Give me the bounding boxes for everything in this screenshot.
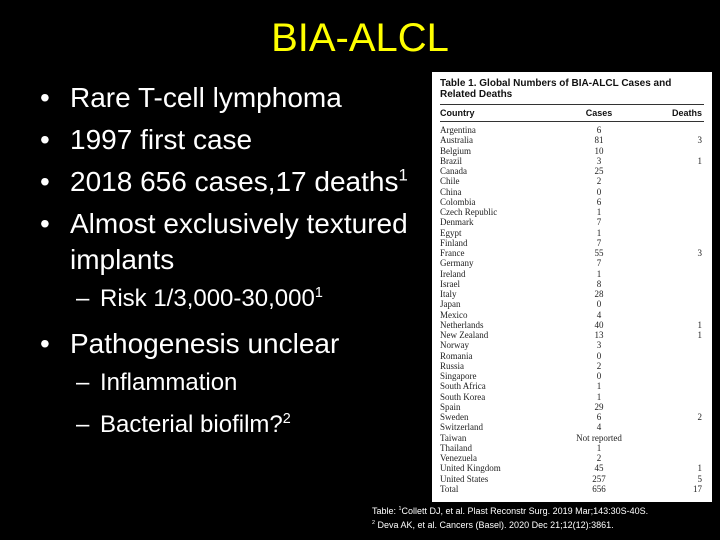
cell-cases: 29 [594,401,604,412]
cell-cases: 1 [596,268,602,279]
source-caption [372,504,718,532]
cell-country: Argentina [440,125,476,135]
table-row [440,484,704,494]
footnote-ref: 2 [282,411,291,427]
header-country: Country [440,108,475,118]
cell-country: Taiwan [440,432,467,443]
cell-deaths [640,381,704,391]
table-row [440,443,704,453]
table-header-row [440,105,704,122]
table-row [440,125,704,135]
cell-country: Chile [440,176,460,187]
cell-deaths [640,125,704,135]
table-row [440,330,704,340]
cell-deaths [640,361,704,371]
bullet-first-case [40,122,410,158]
cell-deaths [640,258,704,268]
table-row [440,258,704,268]
bullet-text: Almost exclusively textured implants [70,208,408,275]
table-row [440,474,704,484]
cell-cases: 13 [594,330,604,340]
cell-deaths: 1 [697,319,702,330]
slide-title: BIA-ALCL [271,16,449,60]
cell-country: Singapore [440,371,477,381]
table-row [440,156,704,166]
table-row [440,146,704,156]
cell-country: Switzerland [440,422,483,433]
cell-cases: 45 [594,463,604,474]
cell-deaths [640,289,704,299]
cell-country: China [440,186,462,197]
table-row [440,381,704,391]
cell-cases: Not reported [576,432,622,443]
table-row [440,248,704,258]
cell-deaths [640,402,704,412]
cell-cases: 6 [596,412,602,422]
footnote-ref: 1 [398,506,402,512]
footnote-ref: 1 [398,165,408,185]
cell-deaths: 17 [693,483,702,494]
cell-cases: 0 [596,350,602,361]
bullet-glyph: • [40,208,50,239]
cell-country: Brazil [440,155,462,166]
cell-deaths [640,217,704,227]
cell-deaths [640,238,704,248]
cell-cases: 7 [596,237,602,248]
sub-bullet-inflammation [40,368,410,398]
bullet-rare-lymphoma [40,80,410,116]
cell-deaths: 3 [697,248,702,258]
table-row [440,135,704,145]
table-row [440,453,704,463]
sub-bullet-text: Risk 1/3,000-30,000 [100,285,315,312]
cell-deaths [640,443,704,453]
dash-glyph: – [76,285,90,312]
cell-cases: 7 [596,258,602,269]
cell-country: United Kingdom [440,463,501,474]
cell-cases: 0 [596,186,602,197]
dash-glyph: – [76,369,90,396]
cell-cases: 2 [596,453,602,463]
cell-cases: 10 [594,145,604,156]
footnote-ref: 1 [314,285,323,301]
table-row [440,412,704,422]
cell-country: Romania [440,350,473,361]
bullet-glyph: • [40,82,50,113]
bullet-list [40,80,410,452]
table-row [440,207,704,217]
table-row [440,176,704,186]
cell-cases: 4 [596,422,602,433]
cell-cases: 7 [596,217,602,228]
caption-line-1 [372,504,718,518]
cell-deaths: 3 [697,135,702,146]
cell-country: Ireland [440,268,466,279]
table-row [440,340,704,350]
cell-country: South Korea [440,391,486,402]
cell-cases: 3 [596,155,602,166]
cell-deaths: 1 [697,155,702,166]
bullet-glyph: • [40,328,50,359]
cell-cases: 8 [596,278,602,289]
dash-glyph: – [76,411,90,438]
table-row [440,299,704,309]
cell-country: Italy [440,289,457,299]
cell-country: Colombia [440,196,476,207]
cell-country: Russia [440,360,465,371]
cell-deaths: 5 [697,473,702,484]
table-row [440,310,704,320]
cell-country: Denmark [440,217,474,228]
cell-country: Czech Republic [440,207,498,217]
cell-cases: 6 [596,196,602,207]
cell-country: Sweden [440,412,469,422]
table-row [440,392,704,402]
cell-cases: 2 [596,360,602,371]
table-row [440,320,704,330]
cell-deaths: 2 [697,412,702,422]
table-row [440,351,704,361]
cell-country: Spain [440,401,461,412]
cell-country: Germany [440,258,474,269]
cell-country: Canada [440,166,467,176]
table-row [440,228,704,238]
sub-bullet-text: Inflammation [100,369,238,396]
table-row [440,463,704,473]
table-row [440,269,704,279]
cell-cases: 81 [594,135,604,146]
cell-deaths [640,433,704,443]
bullet-text: Rare T-cell lymphoma [70,82,342,113]
cell-deaths [640,340,704,350]
cell-country: New Zealand [440,330,489,340]
cell-deaths [640,187,704,197]
cell-cases: 1 [596,381,602,392]
cell-deaths [640,392,704,402]
cell-country: South Africa [440,381,486,392]
table-row [440,422,704,432]
cell-country: Mexico [440,309,468,320]
cell-cases: 1 [596,391,602,402]
bullet-text: Pathogenesis unclear [70,328,340,359]
bullet-text: 2018 656 cases,17 deaths [70,166,399,197]
cell-country: Egypt [440,227,462,238]
cell-cases: 4 [596,309,602,320]
cell-country: Israel [440,278,460,289]
cell-country: Japan [440,299,461,310]
cell-country: United States [440,473,489,484]
cell-cases: 0 [596,371,602,381]
cell-country: Finland [440,237,468,248]
cell-deaths [640,207,704,217]
bullet-textured-implants [40,206,410,278]
cell-deaths [640,176,704,186]
cell-cases: 257 [592,473,606,484]
cell-cases: 25 [594,166,604,176]
sub-bullet-biofilm [40,410,410,440]
cell-cases: 1 [596,227,602,238]
header-deaths: Deaths [671,108,702,118]
table-row [440,289,704,299]
cell-country: Netherlands [440,319,484,330]
bullet-glyph: • [40,124,50,155]
cell-deaths [640,197,704,207]
cell-deaths: 1 [697,463,702,474]
cell-deaths [640,453,704,463]
cell-cases: 2 [596,176,602,187]
cell-country: Total [440,483,459,494]
bullet-glyph: • [40,166,50,197]
caption-citation: Collett DJ, et al. Plast Reconstr Surg. 2019 Mar;143:30S-40S. [401,506,649,516]
cell-country: Belgium [440,145,471,156]
table-row [440,238,704,248]
cell-deaths [640,351,704,361]
table-row [440,371,704,381]
cell-cases: 1 [596,442,602,453]
sub-bullet-risk [40,284,410,314]
bullet-case-count [40,164,410,200]
table-row [440,217,704,227]
cell-cases: 3 [596,340,602,351]
table-row [440,433,704,443]
cell-cases: 0 [596,299,602,310]
table-row [440,197,704,207]
cell-cases: 6 [596,125,602,135]
cell-deaths [640,269,704,279]
cell-cases: 55 [594,248,604,258]
bullet-pathogenesis [40,326,410,362]
cell-cases: 28 [594,289,604,299]
sub-bullet-text: Bacterial biofilm? [100,411,283,438]
cell-deaths [640,146,704,156]
cell-deaths [640,371,704,381]
cases-table [432,72,712,502]
table-body [440,125,704,494]
header-cases: Cases [585,108,613,118]
cell-cases: 40 [594,319,604,330]
bullet-text: 1997 first case [70,124,253,155]
cell-deaths [640,228,704,238]
cell-country: Norway [440,340,469,351]
cell-deaths [640,279,704,289]
cell-deaths [640,310,704,320]
cell-deaths [640,166,704,176]
cell-country: Venezuela [440,453,477,463]
footnote-ref: 2 [372,520,375,526]
cell-country: France [440,248,465,258]
cell-deaths [640,422,704,432]
cell-deaths [640,299,704,309]
caption-prefix: Table: [372,506,399,516]
table-row [440,279,704,289]
table-title: Table 1. Global Numbers of BIA-ALCL Cases and Related Deaths [440,78,672,100]
cell-country: Thailand [440,442,472,453]
cell-country: Australia [440,135,473,146]
cell-cases: 1 [596,207,602,217]
caption-line-2 [372,518,718,532]
cell-deaths: 1 [697,330,702,340]
cell-cases: 656 [592,483,606,494]
table-row [440,166,704,176]
table-row [440,361,704,371]
table-row [440,402,704,412]
caption-citation: Deva AK, et al. Cancers (Basel). 2020 Dec 21;12(12):3861. [375,520,614,530]
table-row [440,187,704,197]
